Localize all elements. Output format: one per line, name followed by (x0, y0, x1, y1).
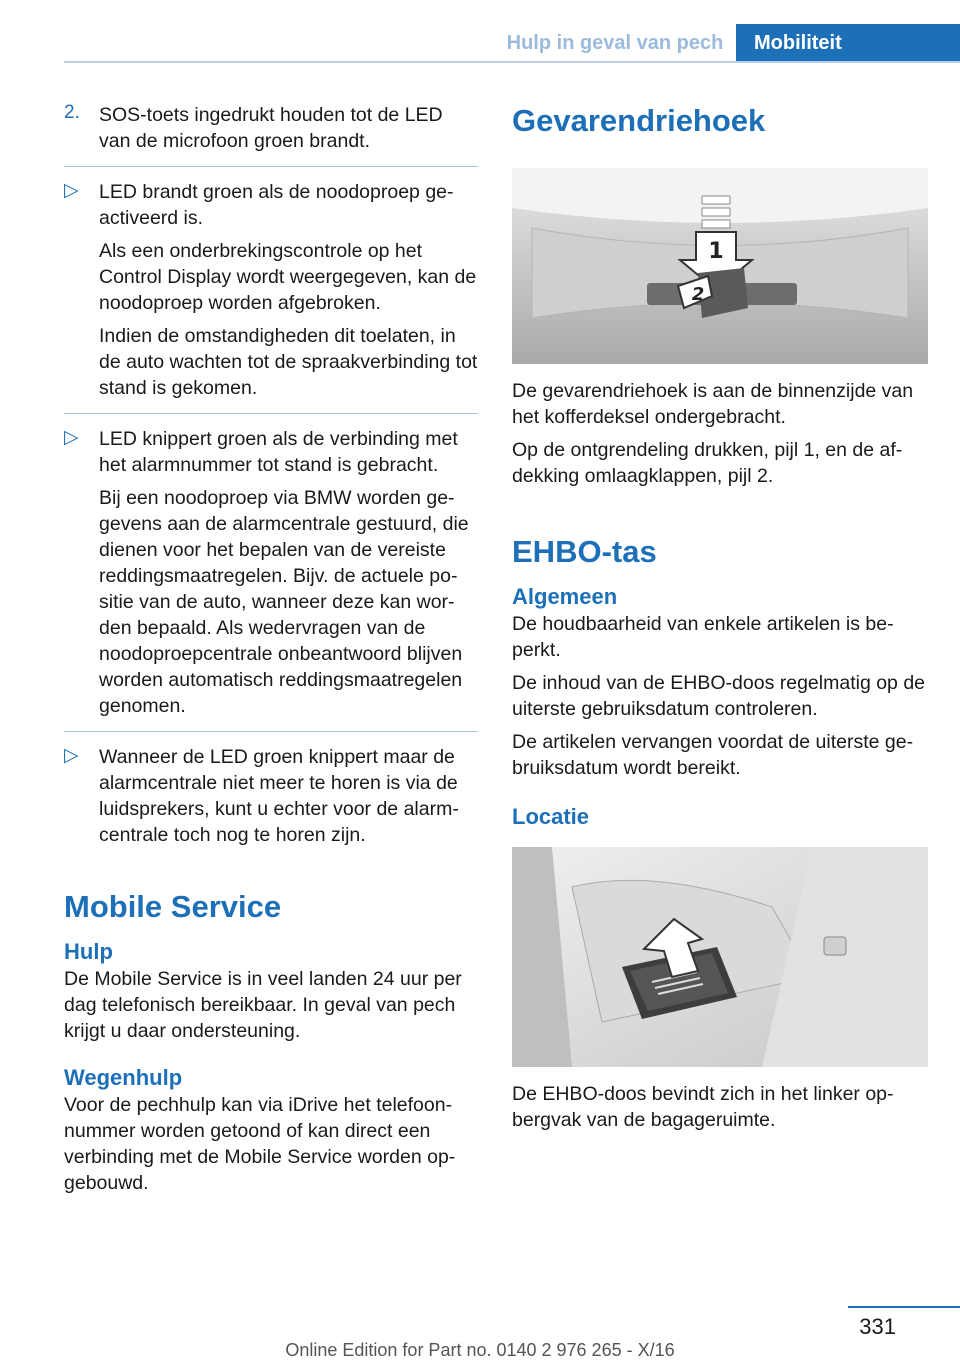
left-column (64, 102, 478, 1196)
algemeen-paragraph: De houdbaarheid van enkele artikelen is be- perkt. (512, 613, 894, 661)
subsection-title-algemeen: Algemeen (512, 584, 618, 609)
bullet-paragraph: LED knippert groen als de verbinding met het alarmnummer tot stand is gebracht. (99, 428, 458, 476)
section-title-gevarendriehoek: Gevarendriehoek (512, 103, 766, 138)
bullet-paragraph: Indien de omstandigheden dit toelaten, in de auto wachten tot de spraakverbinding tot stand is gekomen. (99, 325, 478, 399)
trunk-lid-illustration (512, 168, 928, 364)
page-number: 331 (859, 1314, 896, 1339)
section-title-ehbo: EHBO-tas (512, 534, 657, 569)
gevarendriehoek-text-1: De gevarendriehoek is aan de binnenzijde van het kofferdeksel ondergebracht. (512, 380, 914, 428)
trunk-compartment-illustration (512, 847, 928, 1067)
bullet-item (64, 179, 478, 401)
subsection-title-wegenhulp: Wegenhulp (64, 1065, 183, 1090)
divider (64, 413, 478, 414)
bullet-item (64, 744, 478, 848)
algemeen-paragraph: De artikelen vervangen voordat de uiterste ge- bruiksdatum wordt bereikt. (512, 731, 914, 779)
algemeen-paragraph: De inhoud van de EHBO-doos regelmatig op de uiterste gebruiksdatum controleren. (512, 672, 926, 720)
figure-label-1: 1 (708, 239, 724, 264)
gevarendriehoek-text-2: Op de ontgrendeling drukken, pijl 1, en de af- dekking omlaagklappen, pijl 2. (512, 439, 903, 487)
header-chapter-tab[interactable]: Mobiliteit (736, 24, 960, 62)
hulp-text: De Mobile Service is in veel landen 24 uur per dag telefonisch bereikbaar. In geval van pech krijgt u daar ondersteuning. (64, 968, 462, 1042)
triangle-bullet-icon: ▷ (64, 427, 79, 448)
bullet-paragraph: Bij een noodoproep via BMW worden ge- gevens aan de alarmcentrale gestuurd, die dienen voor het bepalen van de vereiste reddingsmaatregelen. Bijv. de actuele po- sitie van de auto, wanneer deze kan wor- den bepaald. Als wedervragen van de noodoproepcentrale onbeantwoord blijven worden automatisch reddingsmaatregelen genomen. (99, 487, 469, 717)
right-column (512, 102, 928, 1133)
bullet-paragraph: LED brandt groen als de noodoproep ge- activeerd is. (99, 181, 454, 229)
locatie-text: De EHBO-doos bevindt zich in het linker op- bergvak van de bagageruimte. (512, 1083, 894, 1131)
triangle-bullet-icon: ▷ (64, 180, 79, 201)
trunk-lid-figure (512, 168, 928, 364)
subsection-title-hulp: Hulp (64, 939, 113, 964)
page-number-rule (848, 1306, 960, 1308)
algemeen-text (512, 611, 928, 781)
divider (64, 166, 478, 167)
step-2-text: SOS-toets ingedrukt houden tot de LED van de microfoon groen brandt. (99, 104, 443, 152)
triangle-bullet-icon: ▷ (64, 745, 79, 766)
edition-footer: Online Edition for Part no. 0140 2 976 265 - X/16 (285, 1340, 675, 1360)
step-number: 2. (64, 102, 80, 123)
bullet-item (64, 426, 478, 719)
header-rule (64, 61, 960, 63)
divider (64, 731, 478, 732)
figure-label-2: 2 (691, 284, 705, 305)
bullet-paragraph: Als een onderbrekingscontrole op het Control Display wordt weergegeven, kan de noodoproep worden afgebroken. (99, 240, 477, 314)
subsection-title-locatie: Locatie (512, 804, 590, 829)
header-section-tab[interactable]: Hulp in geval van pech (506, 32, 724, 54)
section-title-mobile-service: Mobile Service (64, 889, 282, 924)
bullet-paragraph: Wanneer de LED groen knippert maar de alarmcentrale niet meer te horen is via de luidsprekers, kunt u echter voor de alarm- centrale toch nog te horen zijn. (99, 746, 459, 846)
wegenhulp-text: Voor de pechhulp kan via iDrive het telefoon- nummer worden getoond of kan direct een verbinding met de Mobile Service worden op- gebouwd. (64, 1094, 456, 1194)
trunk-compartment-figure (512, 847, 928, 1067)
step-2 (64, 102, 478, 154)
